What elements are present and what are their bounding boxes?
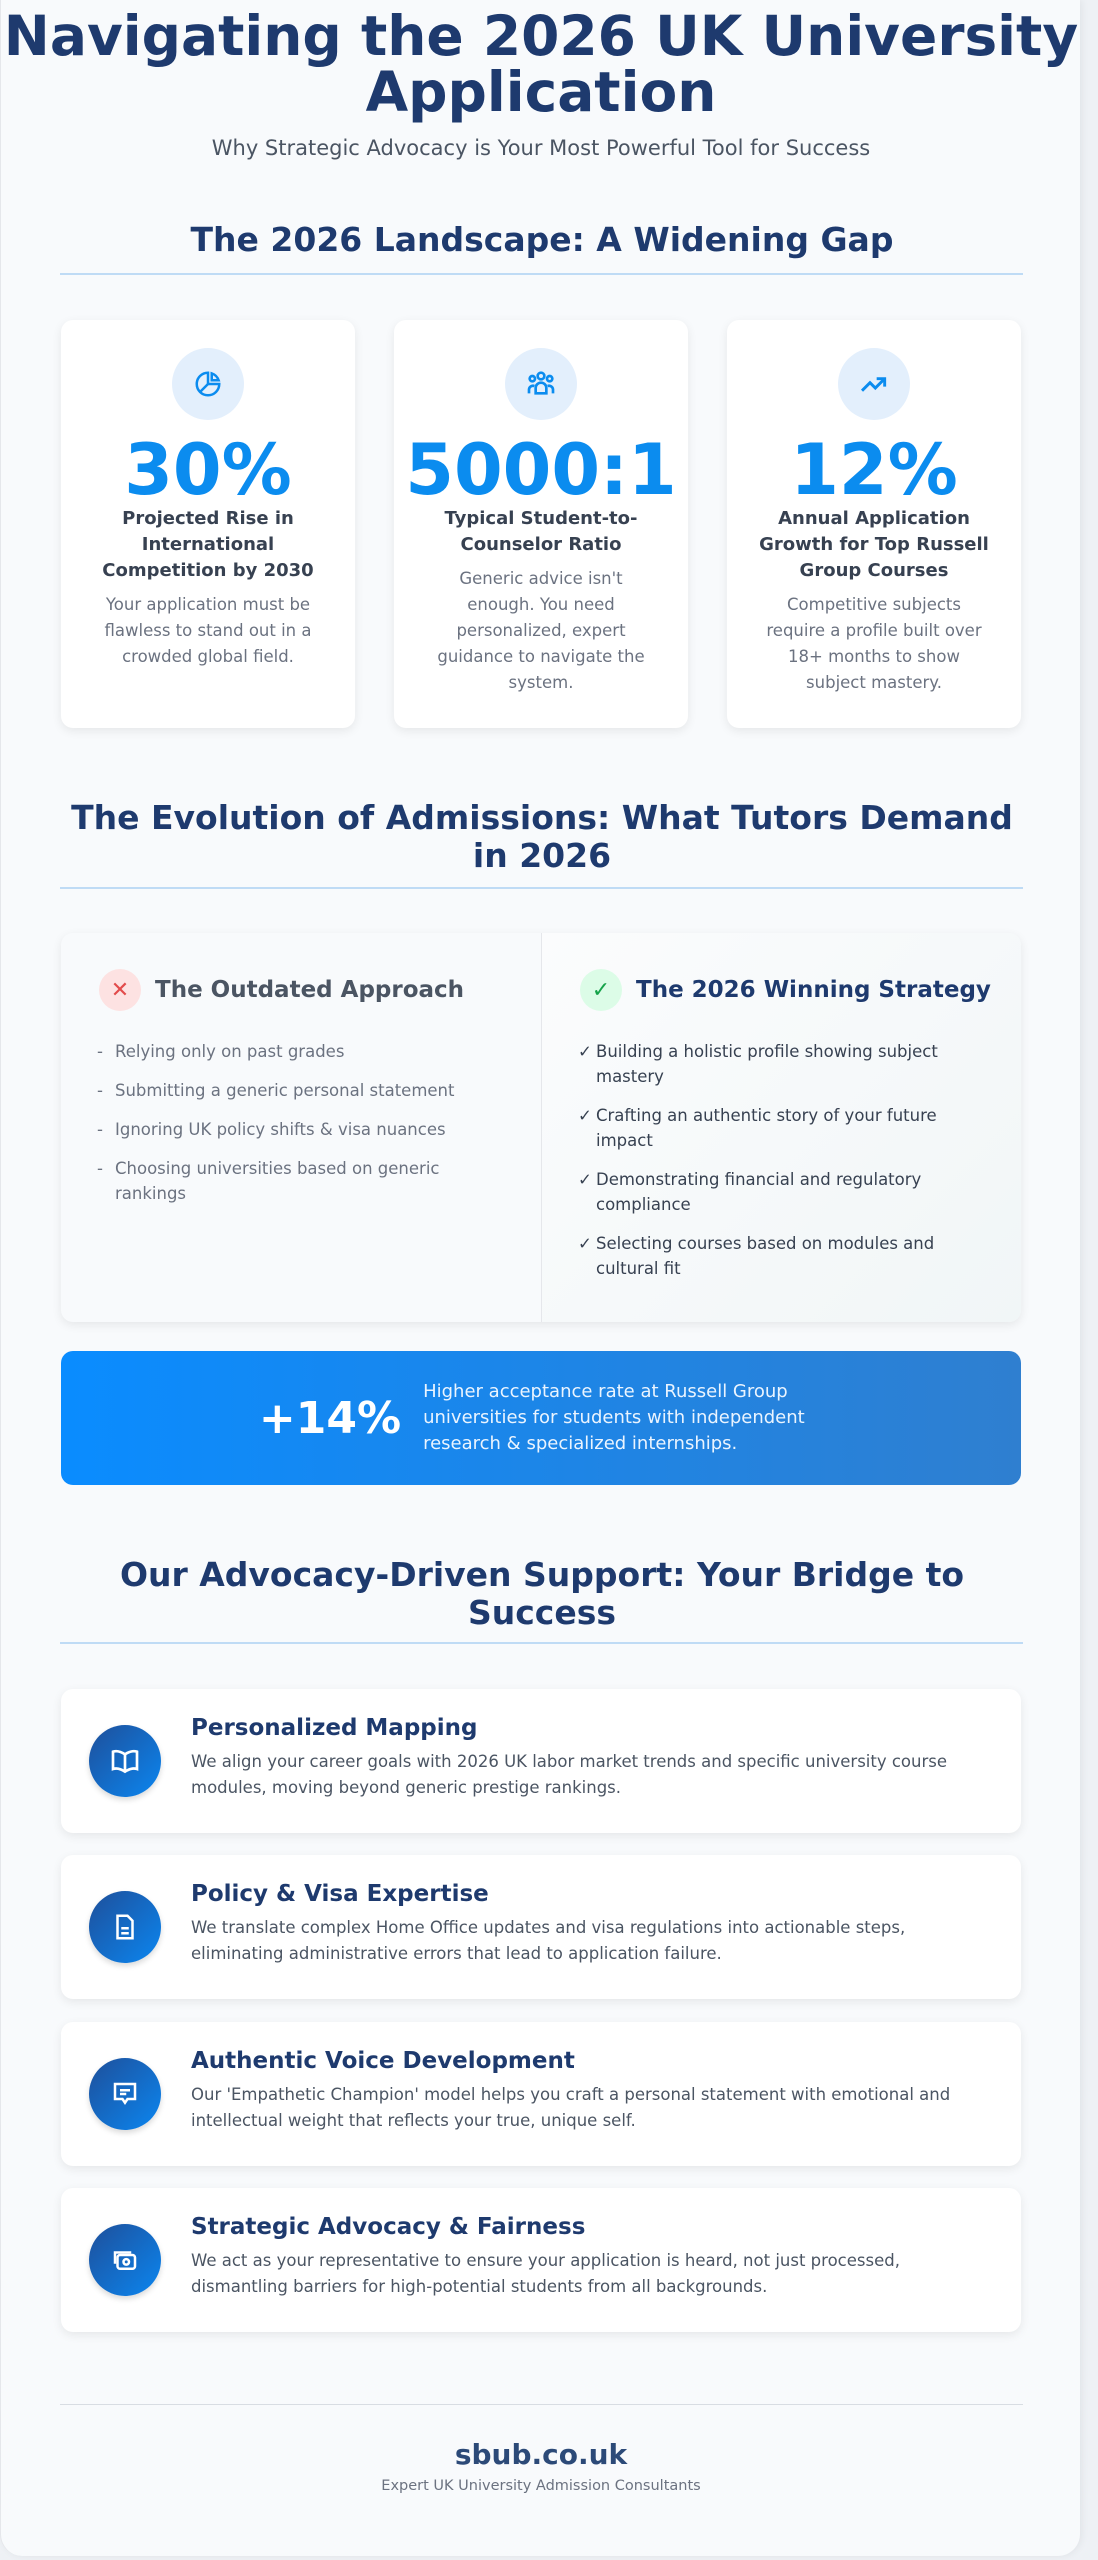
footer-tagline: Expert UK University Admission Consultants <box>381 2478 701 2494</box>
support-heading: Our Advocacy-Driven Support: Your Bridge to Success <box>119 1555 965 1632</box>
stat-desc: Competitive subjects require a profile built over 18+ months to show subject mastery. <box>766 595 982 692</box>
service-title: Strategic Advocacy & Fairness <box>191 2214 586 2240</box>
winning-title: The 2026 Winning Strategy <box>636 977 991 1003</box>
stat-value: 12% <box>790 429 958 511</box>
stat-desc: Generic advice isn't enough. You need personalized, expert guidance to navigate the system. <box>437 569 645 692</box>
winning-panel <box>541 933 1021 1322</box>
list-item: - Relying only on past grades <box>97 1042 345 1061</box>
page-subtitle: Why Strategic Advocacy is Your Most Powerful Tool for Success <box>211 136 871 160</box>
divider <box>60 273 1023 275</box>
list-item: - Submitting a generic personal statement <box>97 1081 455 1100</box>
check-icon: ✓ <box>580 969 622 1011</box>
pie-chart-icon <box>172 348 244 420</box>
stat-card <box>61 320 355 728</box>
document-icon <box>89 1891 161 1963</box>
camera-icon <box>89 2224 161 2296</box>
list-item: - Ignoring UK policy shifts & visa nuances <box>97 1120 446 1139</box>
trending-up-icon <box>838 348 910 420</box>
banner-text: Higher acceptance rate at Russell Group universities for students with independent research & specialized internships. <box>423 1381 805 1454</box>
stat-value: 5000:1 <box>405 429 677 511</box>
outdated-title: The Outdated Approach <box>155 977 465 1003</box>
evolution-heading: The Evolution of Admissions: What Tutors Demand in 2026 <box>71 798 1013 875</box>
service-desc: We align your career goals with 2026 UK labor market trends and specific university course modules, moving beyond generic prestige rankings. <box>191 1752 948 1797</box>
footer-brand[interactable]: sbub.co.uk <box>454 2438 628 2471</box>
service-title: Policy & Visa Expertise <box>191 1881 489 1907</box>
x-icon: ✕ <box>99 969 141 1011</box>
list-item: ✓ Selecting courses based on modules and cultural fit <box>578 1234 935 1278</box>
service-desc: Our 'Empathetic Champion' model helps you craft a personal statement with emotional and intellectual weight that reflects your true, unique self. <box>191 2085 951 2130</box>
list-item: ✓ Demonstrating financial and regulatory compliance <box>578 1170 922 1214</box>
stat-banner <box>61 1351 1021 1485</box>
service-title: Personalized Mapping <box>191 1715 478 1741</box>
page-title: Navigating the 2026 UK University Application <box>3 4 1079 124</box>
winning-heading <box>580 969 991 1011</box>
banner-value: +14% <box>258 1392 402 1444</box>
list-item: ✓ Building a holistic profile showing subject mastery <box>578 1042 938 1086</box>
stat-label: Typical Student-to-Counselor Ratio <box>444 508 638 555</box>
stat-label: Projected Rise in International Competition by 2030 <box>102 508 314 581</box>
book-open-icon <box>89 1725 161 1797</box>
comparison-card <box>61 933 1021 1322</box>
list-item: - Choosing universities based on generic rankings <box>97 1159 440 1203</box>
service-card <box>61 1689 1021 1833</box>
service-card <box>61 2188 1021 2332</box>
footer-divider <box>60 2404 1023 2405</box>
stat-value: 30% <box>124 429 292 511</box>
service-desc: We translate complex Home Office updates and visa regulations into actionable steps, eliminating administrative errors that lead to application failure. <box>191 1918 906 1963</box>
service-title: Authentic Voice Development <box>191 2048 575 2074</box>
landscape-heading: The 2026 Landscape: A Widening Gap <box>190 220 894 259</box>
divider <box>60 887 1023 889</box>
stat-desc: Your application must be flawless to stand out in a crowded global field. <box>104 595 312 666</box>
list-item: ✓ Crafting an authentic story of your future impact <box>578 1106 937 1150</box>
winning-list <box>578 1039 958 1295</box>
message-icon <box>89 2058 161 2130</box>
service-card <box>61 1855 1021 1999</box>
outdated-heading <box>99 969 464 1011</box>
service-desc: We act as your representative to ensure your application is heard, not just processed, dismantling barriers for high-potential students from all backgrounds. <box>191 2251 900 2296</box>
outdated-list <box>97 1039 477 1220</box>
users-icon <box>505 348 577 420</box>
stat-card <box>394 320 688 728</box>
stat-label: Annual Application Growth for Top Russell Group Courses <box>759 508 989 581</box>
stat-card <box>727 320 1021 728</box>
divider <box>60 1642 1023 1644</box>
service-card <box>61 2022 1021 2166</box>
